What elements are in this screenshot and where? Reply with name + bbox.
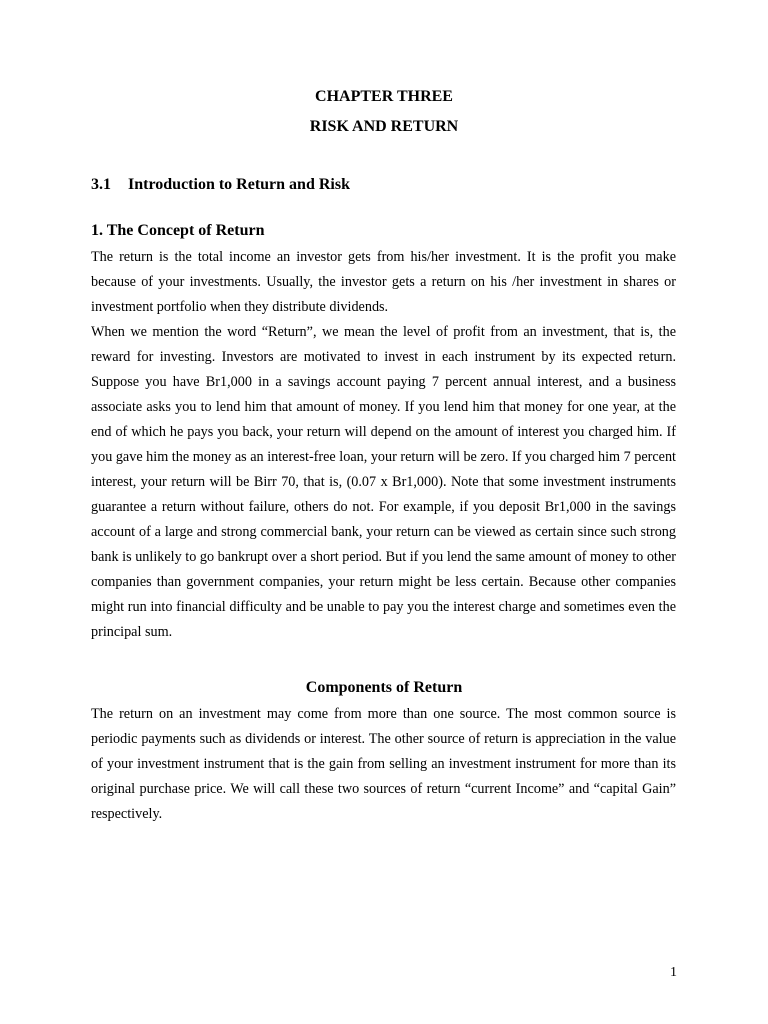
chapter-subtitle: RISK AND RETURN: [309, 118, 459, 135]
section-heading: [91, 175, 350, 195]
components-heading: Components of Return: [305, 679, 463, 696]
section-title: Introduction to Return and Risk: [128, 176, 350, 193]
paragraph-2: When we mention the word “Return”, we mean the level of profit from an investment, that is, the reward for investing. Investors are motivated to invest in each instrument by its expected return. Suppose you have Br1,000 in a savings account paying 7 percent annual interest, and a business associate asks you to lend him that amount of money. If you lend him that money for one year, at the end of which he pays you back, your return will depend on the amount of interest you charged him. If you gave him the money as an interest-free loan, your return will be zero. If you charged him 7 percent interest, your return will be Birr 70, that is, (0.07 x Br1,000). Note that some investment instruments guarantee a return without failure, others do not. For example, if you deposit Br1,000 in the savings account of a large and strong commercial bank, your return can be viewed as certain since such strong bank is unlikely to go bankrupt over a short period. But if you lend the same amount of money to other companies than government companies, your return might be less certain. Because other companies might run into financial difficulty and be unable to pay you the interest charge and sometimes even the principal sum.: [91, 324, 676, 640]
concept-of-return-body: [91, 245, 676, 645]
paragraph-3: The return on an investment may come from more than one source. The most common source is periodic payments such as dividends or interest. The other source of return is appreciation in the value of your investment instrument that is the gain from selling an investment instrument for more than its original purchase price. We will call these two sources of return “current Income” and “capital Gain” respectively.: [91, 706, 676, 822]
components-body: [91, 702, 676, 827]
section-number: 3.1: [91, 176, 111, 193]
chapter-title: CHAPTER THREE: [315, 88, 453, 105]
subsection-heading: 1. The Concept of Return: [91, 222, 265, 239]
paragraph-1: The return is the total income an investor gets from his/her investment. It is the profit you make because of your investments. Usually, the investor gets a return on his /her investment in shares or investment portfolio when they distribute dividends.: [91, 249, 676, 315]
page-number: 1: [670, 965, 677, 980]
